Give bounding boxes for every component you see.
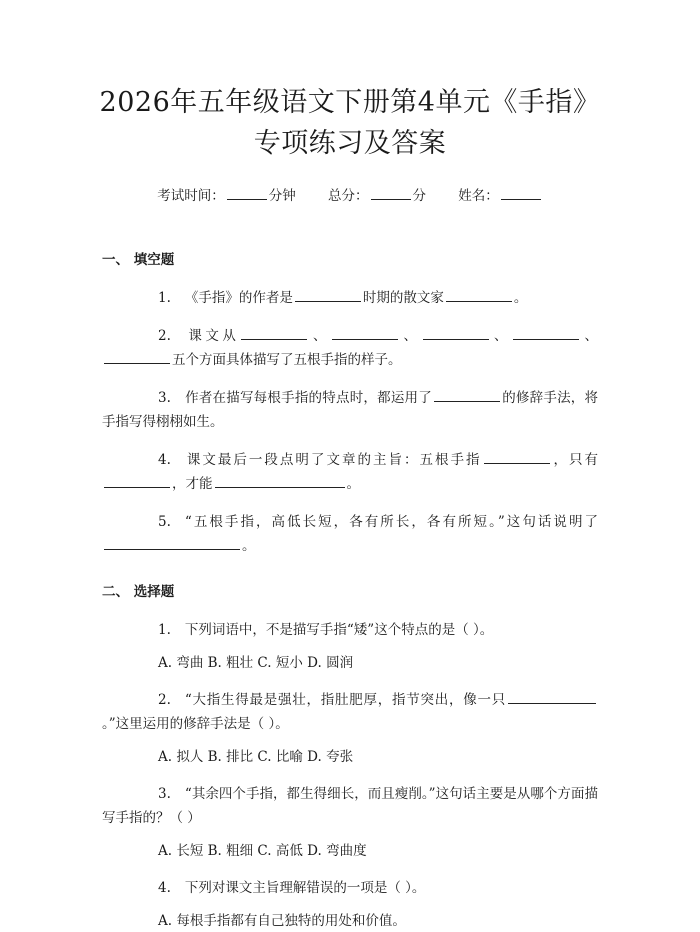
question-text: 五个方面具体描写了五根手指的样子。 [172,352,402,368]
answer-blank[interactable] [215,486,345,488]
question-text: 、 [399,328,421,344]
section-heading-fill: 一、 填空题 [102,252,175,268]
choice-options-1[interactable]: A. 弯曲 B. 粗壮 C. 短小 D. 圆润 [158,655,354,671]
fill-question-1 [102,286,598,310]
question-number: 1. [158,622,171,638]
question-text: 。”这里运用的修辞手法是（ ）。 [102,716,289,732]
choice-question-4 [102,876,598,900]
question-number: 4. [158,880,171,896]
name-blank[interactable] [501,198,541,200]
answer-blank[interactable] [513,338,579,340]
answer-blank[interactable] [508,702,596,704]
question-number: 2. [158,328,171,344]
time-label: 考试时间： [157,188,225,204]
question-text: 的修辞手法，将手指写得栩栩如生。 [102,390,599,430]
score-unit: 分 [412,188,426,204]
question-text: 、 [309,328,330,344]
answer-blank[interactable] [423,338,489,340]
question-number: 2. [158,692,171,708]
exam-time [157,186,296,206]
choice-question-1 [102,618,598,642]
fill-question-4 [102,448,598,496]
question-text: ，只有 [551,452,599,468]
question-number: 1. [158,290,171,306]
section-heading-choice: 二、 选择题 [102,584,175,600]
choice-options-4[interactable]: A. 每根手指都有自己独特的用处和价值。 [158,913,406,929]
answer-blank[interactable] [104,362,170,364]
answer-blank[interactable] [295,300,361,302]
answer-blank[interactable] [484,462,550,464]
choice-question-2 [102,688,598,736]
question-number: 4. [158,452,171,468]
question-text: 《手指》的作者是 [184,290,293,306]
choice-options-2[interactable]: A. 拟人 B. 排比 C. 比喻 D. 夸张 [158,749,354,765]
question-text: 作者在描写每根手指的特点时，都运用了 [184,390,432,406]
question-text: 课文最后一段点明了文章的主旨：五根手指 [184,452,482,468]
fill-question-3 [102,386,598,434]
exam-name [458,186,543,206]
exam-score [328,186,426,206]
question-text: “五根手指，高低长短，各有所长，各有所短。”这句话说明了 [184,514,598,530]
answer-blank[interactable] [446,300,512,302]
question-text: “其余四个手指，都生得细长，而且瘦削。”这句话主要是从哪个方面描写手指的？（ ） [102,786,598,826]
question-number: 5. [158,514,171,530]
question-text: 。 [513,290,528,306]
score-blank[interactable] [371,198,411,200]
question-text: 、 [490,328,512,344]
time-blank[interactable] [227,198,267,200]
question-text: 。 [346,476,360,492]
answer-blank[interactable] [104,486,170,488]
answer-blank[interactable] [434,400,500,402]
score-label: 总分： [328,188,369,204]
name-label: 姓名： [458,188,499,204]
question-text: ，才能 [172,476,213,492]
question-text: 。 [242,538,256,554]
exam-meta [102,186,598,206]
fill-question-2 [102,324,598,372]
question-number: 3. [158,390,171,406]
question-text: 时期的散文家 [362,290,444,306]
question-text: “大指生得最是强壮，指肚肥厚，指节突出，像一只 [184,692,506,708]
choice-options-3[interactable]: A. 长短 B. 粗细 C. 高低 D. 弯曲度 [158,843,367,859]
question-number: 3. [158,786,171,802]
question-text: 、 [581,328,599,344]
answer-blank[interactable] [332,338,398,340]
question-text: 下列对课文主旨理解错误的一项是（ ）。 [184,880,426,896]
choice-question-3 [102,782,598,830]
time-unit: 分钟 [268,188,296,204]
question-text: 课文从 [184,328,240,344]
document-title: 2026年五年级语文下册第4单元《手指》专项练习及答案 [99,87,601,159]
question-text: 下列词语中，不是描写手指“矮”这个特点的是（ ）。 [184,622,494,638]
fill-question-5 [102,510,598,558]
answer-blank[interactable] [241,338,307,340]
answer-blank[interactable] [104,548,240,550]
